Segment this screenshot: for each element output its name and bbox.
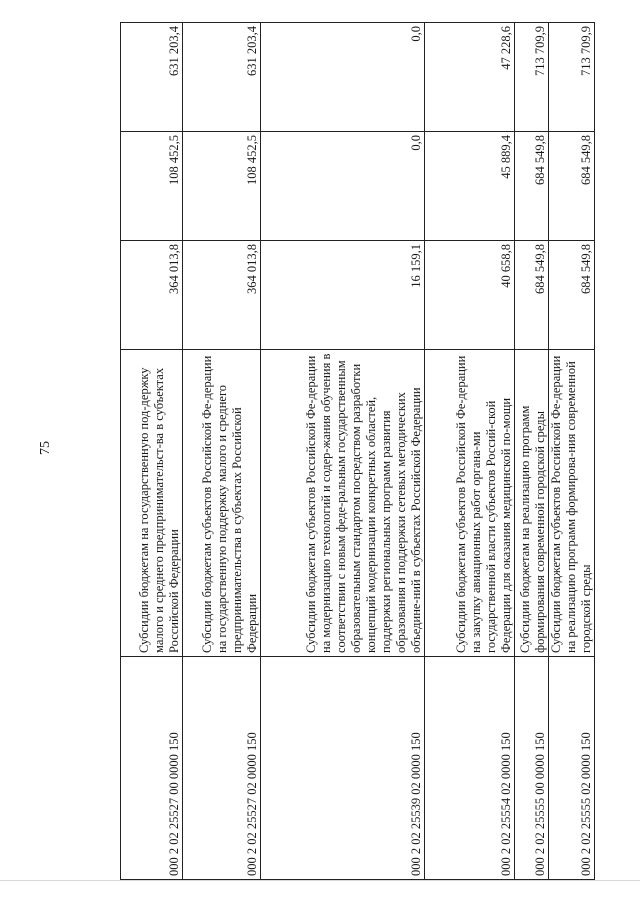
row-name: Субсидии бюджетам субъектов Российской Фе-дерации на государственную поддержку малого и среднего предпринимательства в субъектах Российской Федерации xyxy=(183,350,261,657)
table-row xyxy=(425,23,515,880)
table-row xyxy=(549,23,595,880)
row-value-2: 108 452,5 xyxy=(121,132,183,241)
budget-table xyxy=(120,22,595,880)
row-name: Субсидии бюджетам субъектов Российской Фе-дерации на реализацию программ формирова-ния современной городской среды xyxy=(549,350,595,657)
row-value-1: 684 549,8 xyxy=(549,241,595,350)
row-value-2: 108 452,5 xyxy=(183,132,261,241)
row-value-3: 713 709,9 xyxy=(515,23,549,132)
row-value-3: 47 228,6 xyxy=(425,23,515,132)
row-name: Субсидии бюджетам субъектов Российской Фе-дерации на закупку авиационных работ органа-ми государственной власти субъектов Россий-ской Федерации для оказания медицинской по-мощи xyxy=(425,350,515,657)
row-value-1: 40 658,8 xyxy=(425,241,515,350)
row-code: 000 2 02 25527 00 0000 150 xyxy=(121,657,183,880)
table-row xyxy=(121,23,183,880)
table-row xyxy=(183,23,261,880)
row-code: 000 2 02 25555 00 0000 150 xyxy=(515,657,549,880)
row-name: Субсидии бюджетам на реализацию программ формирования современной городской среды xyxy=(515,350,549,657)
row-name: Субсидии бюджетам субъектов Российской Фе-дерации на модернизацию технологий и содер-жания обучения в соответствии с новым феде-ральным государственным образовательным стандартом посредством разработки концепций модернизации конкретных областей, поддержки региональных программ развития образования и поддержки сетевых методических объедине-ний в субъектах Российской Федерации xyxy=(261,350,425,657)
row-value-3: 0,0 xyxy=(261,23,425,132)
row-code: 000 2 02 25539 02 0000 150 xyxy=(261,657,425,880)
row-value-1: 364 013,8 xyxy=(183,241,261,350)
row-value-3: 713 709,9 xyxy=(549,23,595,132)
row-value-2: 684 549,8 xyxy=(515,132,549,241)
table-row xyxy=(261,23,425,880)
row-value-2: 0,0 xyxy=(261,132,425,241)
table-row xyxy=(515,23,549,880)
row-value-1: 16 159,1 xyxy=(261,241,425,350)
row-value-3: 631 203,4 xyxy=(183,23,261,132)
rotated-table-wrapper xyxy=(120,26,593,880)
page-bottom-rule xyxy=(0,880,640,881)
row-code: 000 2 02 25555 02 0000 150 xyxy=(549,657,595,880)
row-value-1: 684 549,8 xyxy=(515,241,549,350)
row-name: Субсидии бюджетам на государственную под-держку малого и среднего предпринимательст-ва в субъектах Российской Федерации xyxy=(121,350,183,657)
row-value-2: 684 549,8 xyxy=(549,132,595,241)
row-code: 000 2 02 25527 02 0000 150 xyxy=(183,657,261,880)
page-number: 75 xyxy=(38,441,53,455)
row-code: 000 2 02 25554 02 0000 150 xyxy=(425,657,515,880)
row-value-3: 631 203,4 xyxy=(121,23,183,132)
row-value-1: 364 013,8 xyxy=(121,241,183,350)
row-value-2: 45 889,4 xyxy=(425,132,515,241)
